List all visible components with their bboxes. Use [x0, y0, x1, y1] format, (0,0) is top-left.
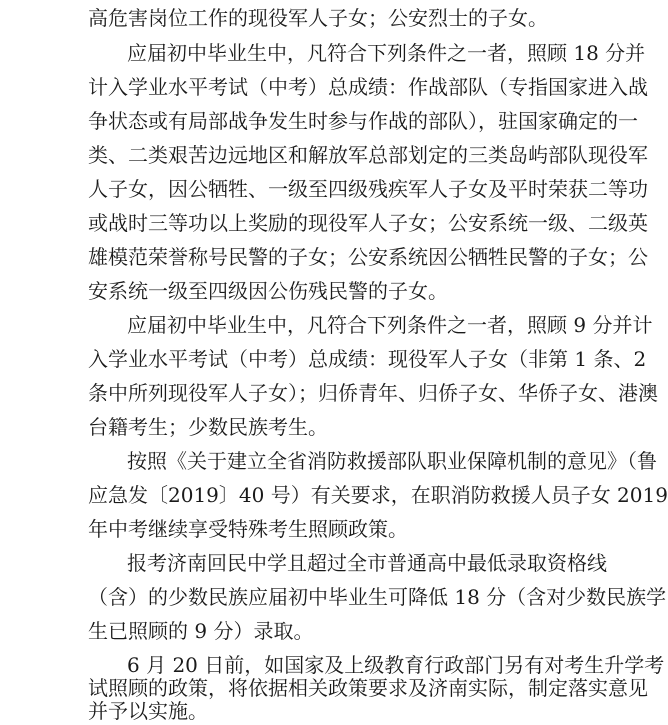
text-line: 台籍考生；少数民族考生。: [88, 415, 328, 439]
text-line: 入学业水平考试（中考）总成绩：现役军人子女（非第 1 条、2: [88, 347, 647, 371]
paragraph-4-first-line: 报考济南回民中学且超过全市普通高中最低录取资格线: [127, 551, 607, 575]
text-line: 或战时三等功以上奖励的现役军人子女；公安系统一级、二级英: [88, 211, 648, 235]
text-line: 条中所列现役军人子女）；归侨青年、归侨子女、华侨子女、港澳: [88, 381, 658, 405]
paragraph-3-first-line: 按照《关于建立全省消防救援部队职业保障机制的意见》（鲁: [127, 449, 657, 473]
text-line: 应急发〔2019〕40 号）有关要求，在职消防救援人员子女 2019: [88, 483, 668, 507]
text-line: 年中考继续享受特殊考生照顾政策。: [88, 517, 408, 541]
text-line: 安系统一级至四级因公伤残民警的子女。: [88, 279, 448, 303]
text-line: 计入学业水平考试（中考）总成绩：作战部队（专指国家进入战: [88, 75, 648, 99]
text-line: （含）的少数民族应届初中毕业生可降低 18 分（含对少数民族学: [88, 585, 667, 609]
paragraph-5-first-line: 6 月 20 日前，如国家及上级教育行政部门另有对考生升学考: [127, 653, 665, 677]
text-line: 雄模范荣誉称号民警的子女；公安系统因公牺牲民警的子女；公: [88, 245, 648, 269]
text-line: 争状态或有局部战争发生时参与作战的部队），驻国家确定的一: [88, 109, 638, 133]
text-line: 生已照顾的 9 分）录取。: [88, 619, 314, 643]
paragraph-2-first-line: 应届初中毕业生中，凡符合下列条件之一者，照顾 9 分并计: [127, 313, 653, 337]
text-line: 并予以实施。: [88, 699, 208, 723]
text-line: 类、二类艰苦边远地区和解放军总部划定的三类岛屿部队现役军: [88, 143, 648, 167]
text-line: 试照顾的政策，将依据相关政策要求及济南实际，制定落实意见: [88, 676, 648, 700]
text-line: 人子女，因公牺牲、一级至四级残疾军人子女及平时荣获二等功: [88, 177, 648, 201]
paragraph-1-first-line: 应届初中毕业生中，凡符合下列条件之一者，照顾 18 分并: [127, 41, 646, 65]
text-line: 高危害岗位工作的现役军人子女；公安烈士的子女。: [88, 6, 548, 30]
